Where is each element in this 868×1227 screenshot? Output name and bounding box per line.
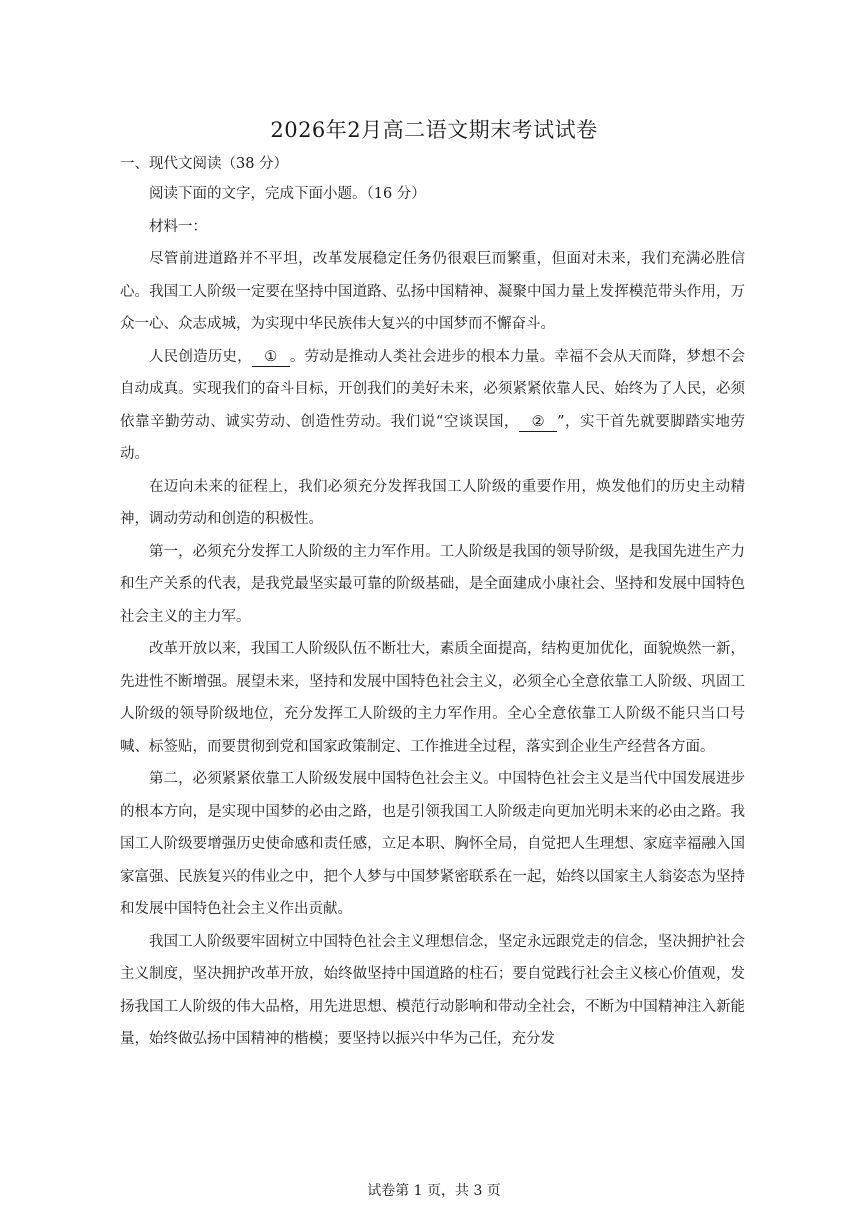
page-footer: 试卷第 1 页，共 3 页 <box>367 1183 501 1199</box>
paragraph-3: 在迈向未来的征程上，我们必须充分发挥我国工人阶级的重要作用，焕发他们的历史主动精神，调动劳动和创造的积极性。 <box>120 478 745 527</box>
paragraph-7: 我国工人阶级要牢固树立中国特色社会主义理想信念，坚定永远跟党走的信念，坚决拥护社会主义制度，坚决拥护改革开放，始终做坚持中国道路的柱石；要自觉践行社会主义核心价值观，发扬我国工人阶级的伟大品格，用先进思想、模范行动影响和带动全社会，不断为中国精神注入新能量，始终做弘扬中国精神的楷模；要坚持以振兴中华为己任，充分发 <box>120 933 745 1047</box>
blank-2: ② <box>519 413 557 432</box>
paragraph-5: 改革开放以来，我国工人阶级队伍不断壮大，素质全面提高，结构更加优化，面貌焕然一新，先进性不断增强。展望未来，坚持和发展中国特色社会主义，必须全心全意依靠工人阶级、巩固工人阶级的领导阶级地位，充分发挥工人阶级的主力军作用。全心全意依靠工人阶级不能只当口号喊、标签贴，而要贯彻到党和国家政策制定、工作推进全过程，落实到企业生产经营各方面。 <box>120 641 745 755</box>
section-heading: 一、现代文阅读（38 分） <box>120 156 289 172</box>
blank-1: ① <box>252 348 290 367</box>
paragraph-4: 第一，必须充分发挥工人阶级的主力军作用。工人阶级是我国的领导阶级，是我国先进生产力和生产关系的代表，是我党最坚实最可靠的阶级基础，是全面建成小康社会、坚持和发展中国特色社会主义的主力军。 <box>120 543 745 625</box>
instruction: 阅读下面的文字，完成下面小题。（16 分） <box>149 186 426 202</box>
exam-title: 2026年2月高二语文期末考试试卷 <box>270 118 598 142</box>
paragraph-2-part-c: ”，实干首先就要脚踏实地劳动。 <box>120 413 745 462</box>
reading-passage <box>120 178 745 1056</box>
paragraph-2 <box>120 341 745 471</box>
paragraph-2-part-b: 。劳动是推动人类社会进步的根本力量。幸福不会从天而降，梦想不会自动成真。实现我们的奋斗目标，开创我们的美好未来，必须紧紧依靠人民、始终为了人民，必须依靠辛勤劳动、诚实劳动、创造性劳动。我们说“空谈误国， <box>120 348 746 430</box>
material-label: 材料一： <box>149 218 207 235</box>
paragraph-6: 第二，必须紧紧依靠工人阶级发展中国特色社会主义。中国特色社会主义是当代中国发展进步的根本方向，是实现中国梦的必由之路，也是引领我国工人阶级走向更加光明未来的必由之路。我国工人阶级要增强历史使命感和责任感，立足本职、胸怀全局，自觉把人生理想、家庭幸福融入国家富强、民族复兴的伟业之中，把个人梦与中国梦紧密联系在一起，始终以国家主人翁姿态为坚持和发展中国特色社会主义作出贡献。 <box>120 771 745 917</box>
paragraph-1: 尽管前进道路并不平坦，改革发展稳定任务仍很艰巨而繁重，但面对未来，我们充满必胜信心。我国工人阶级一定要在坚持中国道路、弘扬中国精神、凝聚中国力量上发挥模范带头作用，万众一心、众志成城，为实现中华民族伟大复兴的中国梦而不懈奋斗。 <box>120 251 745 332</box>
paragraph-2-part-a: 人民创造历史， <box>149 348 252 365</box>
